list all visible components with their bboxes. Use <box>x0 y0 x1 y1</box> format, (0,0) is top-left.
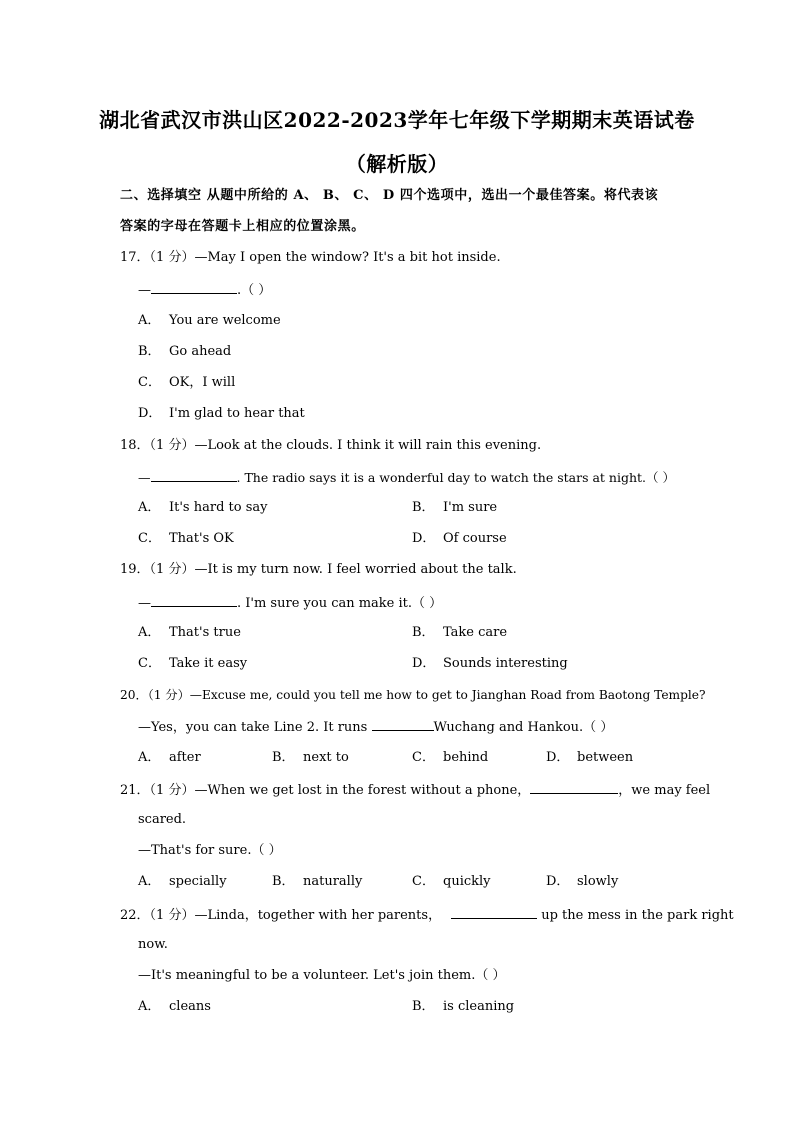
answer-line-22: —It's meaningful to be a volunteer. Let's join them.（ ） <box>138 968 506 983</box>
question-text: —When we get lost in the forest without a phone， <box>194 783 531 798</box>
question-text: —Look at the clouds. I think it will rain this evening. <box>194 438 542 453</box>
option-17-c: C． OK，I will <box>138 375 236 390</box>
option-22-a: A． cleans <box>138 999 211 1014</box>
question-text: —May I open the window? It's a bit hot inside. <box>194 250 501 265</box>
answer-line-18: — . The radio says it is a wonderful day to watch the stars at night.（ ） <box>138 470 675 485</box>
question-17 <box>120 250 501 266</box>
answer-blank <box>451 906 537 919</box>
question-20 <box>120 687 706 703</box>
option-18-c: C． That's OK <box>138 531 234 546</box>
option-22-b: B． is cleaning <box>412 999 515 1014</box>
question-21: 21．（1 分）—When we get lost in the forest without a phone， ，we may feel <box>120 783 711 798</box>
question-number: 18．（1 分） <box>120 438 195 453</box>
option-19-a: A． That's true <box>138 625 241 640</box>
exam-subtitle: （解析版） <box>345 152 449 176</box>
question-21-continued: scared. <box>138 812 187 827</box>
answer-blank <box>151 594 237 607</box>
answer-blank <box>530 781 618 794</box>
option-18-b: B． I'm sure <box>412 500 498 515</box>
question-number: 20．（1 分） <box>120 688 190 702</box>
answer-blank <box>151 281 237 294</box>
answer-blank <box>151 469 237 482</box>
option-18-d: D． Of course <box>412 531 507 546</box>
option-19-d: D． Sounds interesting <box>412 656 568 671</box>
question-19 <box>120 562 517 578</box>
option-17-d: D． I'm glad to hear that <box>138 406 305 421</box>
option-20-a: A． after <box>138 750 201 765</box>
option-19-c: C． Take it easy <box>138 656 248 671</box>
question-number: 17．（1 分） <box>120 250 195 265</box>
option-20-d: D． between <box>546 750 634 765</box>
question-18 <box>120 438 541 454</box>
option-21-d: D． slowly <box>546 874 619 889</box>
option-17-b: B． Go ahead <box>138 344 232 359</box>
section-instruction-line1: 二、选择填空 从题中所给的 A、 B、 C、 D 四个选项中，选出一个最佳答案。将代表该 <box>120 188 659 203</box>
option-18-a: A． It's hard to say <box>138 500 268 515</box>
answer-blank <box>372 718 434 731</box>
question-number: 22．（1 分） <box>120 908 195 923</box>
question-number: 19．（1 分） <box>120 562 195 577</box>
answer-line-17: — .（ ） <box>138 283 272 298</box>
answer-line-21: —That's for sure.（ ） <box>138 843 282 858</box>
question-22-continued: now. <box>138 937 168 952</box>
exam-title: 湖北省武汉市洪山区2022-2023学年七年级下学期期末英语试卷 <box>99 108 695 132</box>
answer-line-19: — . I'm sure you can make it.（ ） <box>138 596 443 611</box>
option-21-c: C． quickly <box>412 874 491 889</box>
section-instruction-line2: 答案的字母在答题卡上相应的位置涂黑。 <box>120 219 365 234</box>
option-21-a: A． specially <box>138 874 227 889</box>
option-20-c: C． behind <box>412 750 489 765</box>
question-number: 21．（1 分） <box>120 783 195 798</box>
option-21-b: B． naturally <box>272 874 363 889</box>
answer-line-20: —Yes，you can take Line 2. It runs Wuchang and Hankou.（ ） <box>138 720 614 735</box>
question-text: —Linda，together with her parents， <box>194 908 442 923</box>
question-text: —It is my turn now. I feel worried about the talk. <box>194 562 517 577</box>
question-22: 22．（1 分）—Linda，together with her parents， up the mess in the park right <box>120 908 734 923</box>
option-20-b: B． next to <box>272 750 349 765</box>
option-17-a: A． You are welcome <box>138 313 281 328</box>
option-19-b: B． Take care <box>412 625 508 640</box>
question-text: —Excuse me, could you tell me how to get to Jianghan Road from Baotong Temple? <box>189 688 706 702</box>
